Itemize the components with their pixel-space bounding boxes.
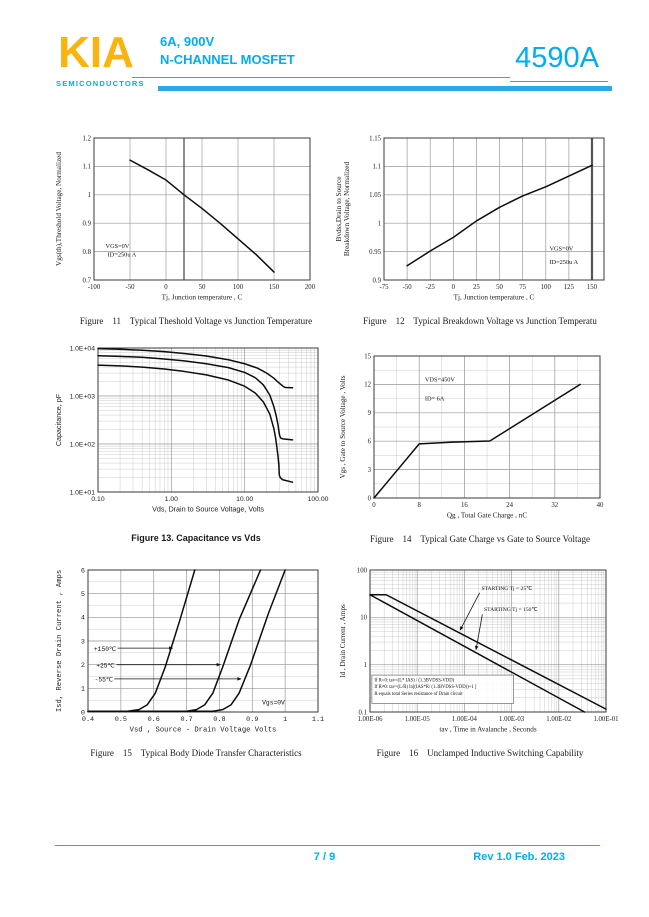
svg-text:+150℃: +150℃ [93, 645, 117, 653]
svg-text:40: 40 [596, 502, 604, 509]
svg-text:3: 3 [80, 638, 85, 647]
figure-13 [50, 342, 342, 543]
svg-text:-55℃: -55℃ [94, 676, 113, 684]
svg-text:125: 125 [563, 284, 574, 291]
svg-text:32: 32 [551, 502, 559, 509]
svg-text:6: 6 [80, 567, 85, 576]
svg-text:4: 4 [80, 614, 85, 623]
svg-text:0: 0 [451, 284, 456, 291]
svg-text:0.8: 0.8 [82, 248, 91, 256]
svg-text:1.0E+04: 1.0E+04 [69, 345, 95, 353]
svg-text:1.00: 1.00 [164, 496, 178, 503]
svg-text:0.4: 0.4 [81, 716, 95, 724]
svg-text:1: 1 [87, 192, 91, 200]
svg-text:2: 2 [80, 661, 85, 670]
svg-text:-50: -50 [402, 284, 412, 291]
svg-text:Vgs , Gate to Source Voltage ,: Vgs , Gate to Source Voltage , Volts [339, 375, 347, 479]
svg-text:Capacitance, pF: Capacitance, pF [54, 393, 63, 447]
figure-13-caption: Figure 13. Capacitance vs Vds [131, 533, 261, 543]
svg-text:+25℃: +25℃ [96, 662, 115, 670]
svg-text:0.8: 0.8 [213, 716, 226, 724]
figure-16-chart [334, 562, 626, 746]
svg-text:24: 24 [506, 502, 513, 509]
svg-text:If R=0: tav=(L* IAS) / (1.3BVD: If R=0: tav=(L* IAS) / (1.3BVDSS-VDD) [374, 678, 455, 684]
svg-text:Id , Drain Current , Amps: Id , Drain Current , Amps [339, 604, 347, 678]
svg-text:10.00: 10.00 [236, 496, 254, 503]
svg-text:0.7: 0.7 [82, 277, 91, 285]
svg-text:0.9: 0.9 [246, 716, 259, 724]
figure-16 [334, 562, 626, 758]
svg-text:Isd, Reverse Drain Current , A: Isd, Reverse Drain Current , Amps [56, 569, 64, 713]
svg-text:1.00E-05: 1.00E-05 [404, 716, 430, 723]
figure-14-caption: Figure 14 Typical Gate Charge vs Gate to Source Voltage [370, 534, 590, 544]
figure-15-chart [50, 562, 342, 746]
svg-text:1.00E-02: 1.00E-02 [546, 716, 572, 723]
svg-text:0.5: 0.5 [114, 716, 127, 724]
svg-text:150: 150 [268, 284, 280, 291]
svg-text:1.1: 1.1 [311, 716, 325, 724]
svg-text:6: 6 [367, 438, 371, 446]
svg-text:0: 0 [367, 495, 371, 503]
svg-text:0.9: 0.9 [372, 277, 381, 285]
figure-15-caption: Figure 15 Typical Body Diode Transfer Characteristics [90, 748, 302, 758]
svg-text:Tj, Junction temperature , C: Tj, Junction temperature , C [161, 293, 243, 302]
svg-text:-75: -75 [379, 284, 389, 291]
svg-text:tav , Time in Avalanche , Seco: tav , Time in Avalanche , Seconds [439, 725, 537, 734]
svg-text:1: 1 [377, 220, 381, 228]
svg-text:0.1: 0.1 [358, 709, 367, 717]
svg-text:0.6: 0.6 [147, 716, 160, 724]
svg-text:1.0E+02: 1.0E+02 [69, 441, 95, 449]
svg-text:R equals total Series resistan: R equals total Series resistance of Drain circuit [374, 691, 463, 697]
figure-16-caption: Figure 16 Unclamped Inductive Switching Capability [376, 748, 584, 758]
svg-text:1.2: 1.2 [82, 135, 91, 143]
svg-text:VGS=0V: VGS=0V [549, 245, 574, 253]
svg-text:If R≠0: tav=(L/R) ln[(IAS*R/ (: If R≠0: tav=(L/R) ln[(IAS*R/ (1.3BVDSS-VDD))+1 ] [374, 685, 477, 691]
svg-text:100: 100 [356, 567, 367, 575]
svg-text:1.0E+03: 1.0E+03 [69, 393, 95, 401]
svg-text:1: 1 [363, 661, 367, 669]
svg-text:100: 100 [232, 284, 244, 291]
svg-text:Vgs(th),Threshold Voltage, Nor: Vgs(th),Threshold Voltage, Normalized [55, 152, 63, 266]
figure-12-chart [334, 130, 626, 314]
figure-12-caption: Figure 12 Typical Breakdown Voltage vs Junction Temperatu [363, 316, 597, 326]
svg-text:STARTING Tj = 150℃: STARTING Tj = 150℃ [483, 607, 538, 614]
svg-text:1.00E-06: 1.00E-06 [357, 716, 383, 723]
device-type: N-CHANNEL MOSFET [160, 52, 295, 67]
svg-text:ID= 6A: ID= 6A [424, 395, 445, 403]
svg-text:15: 15 [364, 353, 371, 361]
svg-text:1.15: 1.15 [369, 135, 381, 143]
svg-text:Qg , Total Gate Charge , nC: Qg , Total Gate Charge , nC [446, 511, 528, 520]
svg-text:1.0E+01: 1.0E+01 [69, 489, 95, 497]
svg-text:0: 0 [164, 284, 168, 291]
svg-text:-25: -25 [425, 284, 435, 291]
figure-11-chart [50, 130, 342, 314]
svg-text:12: 12 [364, 381, 371, 389]
header-rule-thick [158, 86, 612, 91]
figure-11 [50, 130, 342, 326]
kia-logo-subtext: SEMICONDUCTORS [56, 79, 145, 88]
svg-text:50: 50 [198, 284, 206, 291]
svg-text:75: 75 [519, 284, 527, 291]
header-rule-thin-left [132, 77, 510, 78]
svg-text:0: 0 [80, 709, 85, 718]
svg-text:ID=250u A: ID=250u A [107, 251, 137, 259]
svg-text:0: 0 [372, 502, 376, 509]
svg-text:200: 200 [304, 284, 316, 291]
svg-text:1.05: 1.05 [369, 192, 381, 200]
svg-text:Vsd , Source - Drain Voltage: Vsd , Source - Drain Voltage Volts [129, 726, 277, 735]
svg-text:100: 100 [540, 284, 551, 291]
figure-12 [334, 130, 626, 326]
svg-text:1.00E-04: 1.00E-04 [451, 716, 477, 723]
svg-text:8: 8 [417, 502, 421, 509]
svg-text:9: 9 [367, 410, 371, 418]
svg-text:25: 25 [473, 284, 480, 291]
device-rating: 6A, 900V [160, 34, 215, 49]
svg-text:50: 50 [496, 284, 503, 291]
svg-text:1: 1 [283, 716, 288, 724]
svg-text:150: 150 [586, 284, 598, 291]
kia-logo: KIA [58, 28, 134, 77]
figure-13-chart [50, 342, 342, 526]
svg-text:10: 10 [360, 614, 367, 622]
svg-text:Vgs=0V: Vgs=0V [262, 699, 285, 707]
svg-text:0.7: 0.7 [180, 716, 193, 724]
figure-14 [334, 348, 626, 544]
svg-text:ID=250u A: ID=250u A [549, 259, 579, 267]
svg-text:STARTING Tj = 25℃: STARTING Tj = 25℃ [481, 585, 533, 592]
device-title-block [160, 33, 295, 70]
brand-logo [56, 28, 145, 88]
svg-text:1.1: 1.1 [372, 163, 381, 171]
svg-text:0.10: 0.10 [91, 496, 105, 503]
svg-text:1.00E-03: 1.00E-03 [499, 716, 525, 723]
figure-15 [50, 562, 342, 758]
svg-text:0.9: 0.9 [82, 220, 91, 228]
svg-text:0.95: 0.95 [369, 248, 381, 256]
svg-text:VDS=450V: VDS=450V [424, 376, 456, 384]
revision-label: Rev 1.0 Feb. 2023 [473, 851, 565, 863]
svg-text:VGS=0V: VGS=0V [105, 243, 130, 251]
svg-text:Tj, Junction temperature , C: Tj, Junction temperature , C [453, 293, 535, 302]
svg-text:Vds, Drain to Source Voltage,: Vds, Drain to Source Voltage, Volts [152, 504, 264, 514]
svg-text:1.1: 1.1 [82, 163, 91, 171]
svg-text:-50: -50 [125, 284, 135, 291]
svg-text:5: 5 [80, 590, 85, 599]
svg-text:1.00E-01: 1.00E-01 [593, 716, 619, 723]
header-rule-thin-right [510, 81, 608, 82]
svg-text:16: 16 [461, 502, 468, 509]
footer-rule [55, 845, 600, 846]
svg-text:Bvdss,Drain to Source: Bvdss,Drain to Source [335, 176, 343, 242]
svg-text:Breakdown Voltage, Normalized: Breakdown Voltage, Normalized [343, 161, 351, 257]
svg-text:1: 1 [80, 685, 85, 694]
figure-11-caption: Figure 11 Typical Theshold Voltage vs Junction Temperature [79, 316, 313, 326]
figure-14-chart [334, 348, 626, 532]
svg-text:3: 3 [367, 466, 371, 474]
svg-text:100.00: 100.00 [307, 496, 329, 503]
page-number: 7 / 9 [313, 851, 336, 863]
part-number: 4590A [515, 42, 599, 74]
svg-text:-100: -100 [87, 284, 101, 291]
